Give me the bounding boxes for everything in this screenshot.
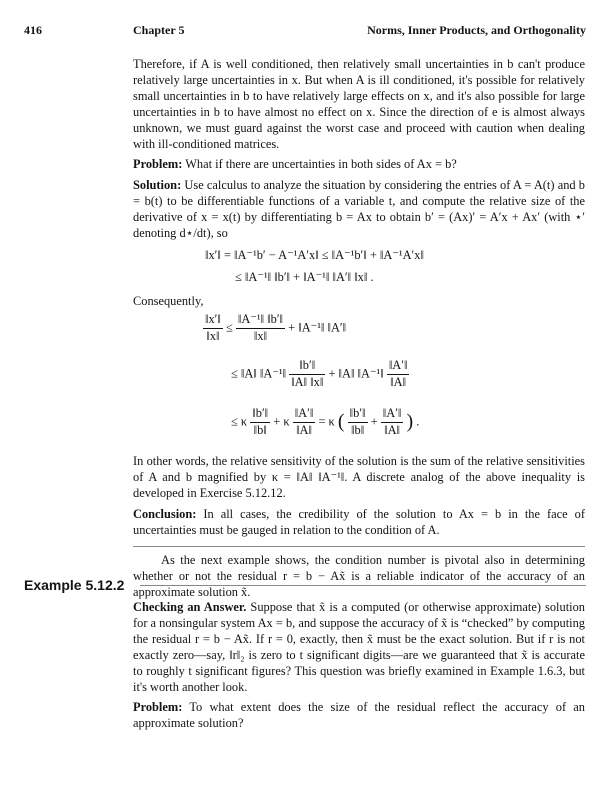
conclusion-label: Conclusion:	[133, 506, 197, 521]
equation-line-1: ‖x′‖ = ‖A⁻¹b′ − A⁻¹A′x‖ ≤ ‖A⁻¹b′‖ + ‖A⁻¹A′x‖	[205, 247, 424, 262]
equals-kappa: = κ	[318, 414, 335, 429]
fraction-numerator: ‖A⁻¹‖ ‖b′‖	[236, 312, 285, 329]
problem-2-label: Problem:	[133, 700, 183, 715]
fraction-numerator: ‖A′‖	[387, 358, 410, 375]
consequently-label: Consequently,	[133, 293, 204, 308]
checking-answer-label: Checking an Answer.	[133, 600, 247, 614]
equation-derivative-norm	[133, 246, 585, 292]
period: .	[416, 414, 420, 429]
checking-answer-text: Suppose that x̃ is a computed (or otherwise approximate) solution for a nonsingular system Ax = b, and suppose the accuracy of x̃ is “checked” by computing the residual r = b − Ax̃. If r = 0, exactly, then x̃ must be the exact solution. But if r is not exactly zero—say, ‖r‖₂ is zero to t significant digits—are we guaranteed that x̃ is accurate to roughly t significant figures? This question was briefly examined in Example 1.6.3, but it's worth another look.	[133, 600, 585, 694]
fraction-numerator: ‖A′‖	[293, 406, 316, 423]
fraction-numerator: ‖b′‖	[348, 406, 368, 423]
solution	[133, 178, 585, 242]
problem-1-text: What if there are uncertainties in both sides of Ax = b?	[185, 157, 457, 172]
leq-sign: ≤	[225, 320, 233, 335]
example-rule	[140, 585, 586, 586]
fraction-denominator: ‖A‖	[390, 374, 407, 389]
running-title: Norms, Inner Products, and Orthogonality	[367, 23, 586, 37]
fraction-numerator: ‖b′‖	[289, 358, 325, 375]
fraction	[293, 406, 316, 439]
fraction	[348, 406, 368, 439]
problem-2-text: To what extent does the size of the residual reflect the accuracy of an approximate solution?	[133, 700, 585, 731]
inequality-lead: ≤ ‖A‖ ‖A⁻¹‖	[231, 366, 287, 381]
paragraph-well-conditioned: Therefore, if A is well conditioned, then relatively small uncertainties in b can't produce relatively large uncertainties in x. But when A is ill conditioned, it's possible for relatively small uncertainties in b to have relatively large effects on x, and it's also possible for large uncertainties in b to have almost no effect on x. Since the direction of e is almost always unknown, we must guard against the worst case and proceed with caution when dealing with ill-conditioned matrices.	[133, 57, 585, 151]
main-text	[133, 57, 585, 601]
inequality-line-2	[231, 358, 409, 391]
fraction-numerator: ‖A′‖	[381, 406, 404, 423]
fraction-denominator: ‖A‖	[384, 422, 401, 437]
fraction-denominator: ‖x‖	[253, 328, 268, 343]
fraction-denominator: ‖b‖	[351, 422, 365, 437]
fraction	[250, 406, 270, 439]
conclusion-text: In all cases, the credibility of the solution to Ax = b in the face of uncertainties must be gauged in relation to the condition of A.	[133, 506, 585, 537]
problem-2	[133, 700, 585, 732]
fraction	[387, 358, 410, 391]
fraction	[381, 406, 404, 439]
fraction-denominator: ‖A‖ ‖x‖	[291, 374, 324, 389]
equation-line-2: ≤ ‖A⁻¹‖ ‖b′‖ + ‖A⁻¹‖ ‖A′‖ ‖x‖ .	[235, 269, 374, 284]
paragraph-condition-number: As the next example shows, the condition number is pivotal also in determining whether or not the residual r = b − Ax̃ is a reliable indicator of the accuracy of an approximate solution x̃.	[133, 553, 585, 600]
right-paren: )	[406, 410, 414, 433]
example-text	[133, 600, 585, 732]
plus-sign: +	[370, 414, 378, 429]
equation-relative-sensitivity	[133, 312, 585, 454]
fraction-numerator: ‖b′‖	[250, 406, 270, 423]
page-number: 416	[24, 23, 42, 37]
fraction-denominator: ‖b‖	[253, 422, 267, 437]
plus-kappa: + κ	[273, 414, 290, 429]
fraction-denominator: ‖A‖	[296, 422, 312, 437]
example-heading: Example 5.12.2	[24, 577, 125, 593]
fraction	[289, 358, 325, 391]
checking-answer	[133, 600, 585, 695]
inequality-tail: + ‖A⁻¹‖ ‖A′‖	[288, 320, 347, 335]
inequality-lead: ≤ κ	[231, 414, 248, 429]
problem-1-label: Problem:	[133, 157, 183, 172]
paragraph-relative-sensitivity: In other words, the relative sensitivity of the solution is the sum of the relative sensitivities of A and b magnified by κ = ‖A‖ ‖A⁻¹‖. A discrete analog of the above inequality is developed in Exercise 5.12.12.	[133, 453, 585, 500]
conclusion	[133, 507, 585, 539]
section-divider	[133, 546, 585, 547]
inequality-line-3	[231, 406, 419, 439]
left-paren: (	[337, 410, 345, 433]
fraction	[203, 312, 223, 345]
solution-text: Use calculus to analyze the situation by considering the entries of A = A(t) and b = b(t) to be differentiable functions of a variable t, and compute the relative size of the derivative of x = x(t) by differentiating b = Ax to obtain b′ = (Ax)′ = A′x + Ax′ (with ⋆′ denoting d⋆/dt), so	[133, 178, 585, 241]
fraction-denominator: ‖x‖	[206, 328, 220, 343]
solution-label: Solution:	[133, 178, 182, 193]
fraction	[236, 312, 285, 345]
page-header	[24, 23, 586, 39]
chapter-label: Chapter 5	[133, 23, 185, 37]
problem-1	[133, 157, 585, 173]
fraction-numerator: ‖x′‖	[203, 312, 223, 329]
inequality-line-1	[203, 312, 346, 345]
inequality-middle: + ‖A‖ ‖A⁻¹‖	[328, 366, 384, 381]
